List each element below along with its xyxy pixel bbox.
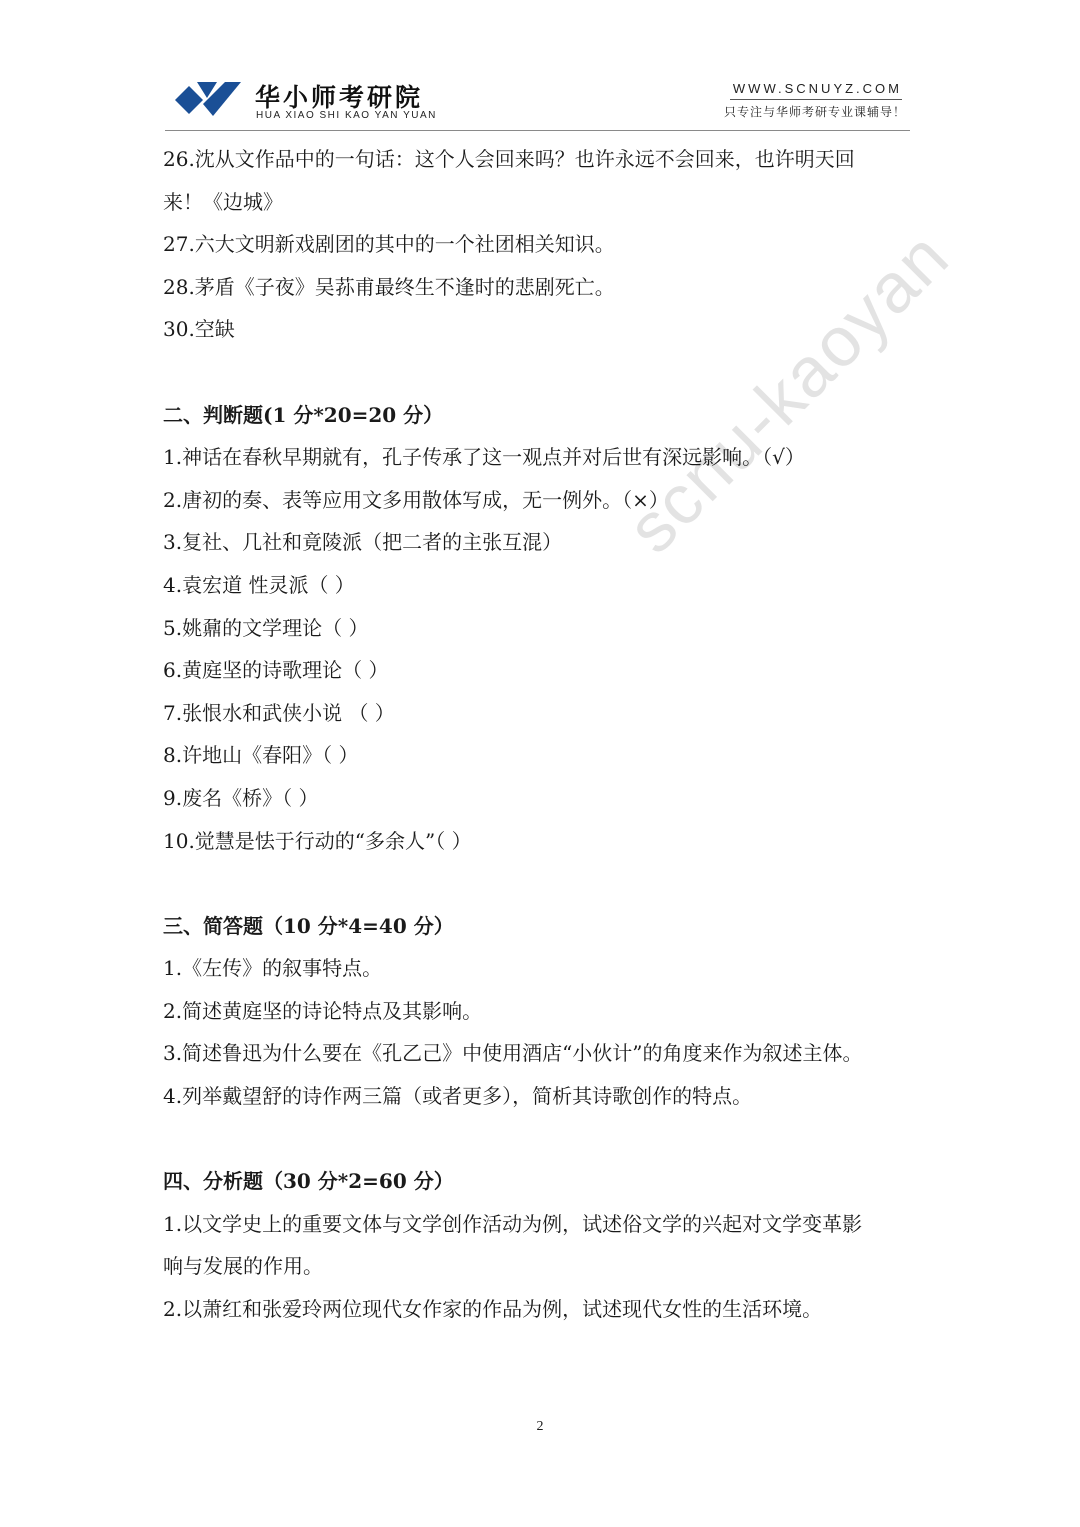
question-line: 4.列举戴望舒的诗作两三篇（或者更多），简析其诗歌创作的特点。 bbox=[163, 1084, 753, 1109]
question-line: 7.张恨水和武侠小说 （ ） bbox=[163, 700, 395, 725]
question-line: 28.茅盾《子夜》吴荪甫最终生不逢时的悲剧死亡。 bbox=[163, 274, 615, 299]
section-heading: 四、分析题（30 分*2=60 分） bbox=[163, 1169, 454, 1194]
question-line: 8.许地山《春阳》（ ） bbox=[163, 743, 359, 768]
question-line: 2.以萧红和张爱玲两位现代女作家的作品为例，试述现代女性的生活环境。 bbox=[163, 1297, 823, 1322]
spacer bbox=[163, 351, 923, 394]
question-line: 响与发展的作用。 bbox=[163, 1254, 323, 1279]
slogan: 只专注与华师考研专业课辅导！ bbox=[723, 105, 906, 119]
question-line: 9.废名《桥》（ ） bbox=[163, 785, 319, 810]
question-line: 来！《边城》 bbox=[163, 189, 283, 214]
question-line: 3.简述鲁迅为什么要在《孔乙己》中使用酒店“小伙计”的角度来作为叙述主体。 bbox=[163, 1041, 863, 1066]
question-line: 1.以文学史上的重要文体与文学创作活动为例，试述俗文学的兴起对文学变革影 bbox=[163, 1211, 863, 1236]
page-number: 2 bbox=[536, 1419, 544, 1434]
site-url[interactable]: WWW.SCNUYZ.COM bbox=[732, 81, 902, 96]
header-divider bbox=[165, 130, 910, 131]
question-line: 1.《左传》的叙事特点。 bbox=[163, 956, 383, 981]
question-line: 30.空缺 bbox=[163, 317, 235, 342]
brand-pinyin: HUA XIAO SHI KAO YAN YUAN bbox=[256, 110, 437, 121]
brand-name: 华小师考研院 bbox=[255, 83, 424, 112]
spacer bbox=[163, 1118, 923, 1161]
question-line: 5.姚鼐的文学理论（ ） bbox=[163, 615, 369, 640]
question-line: 4.袁宏道 性灵派（ ） bbox=[163, 572, 355, 597]
question-line: 26.沈从文作品中的一句话：这个人会回来吗？也许永远不会回来，也许明天回 bbox=[163, 147, 855, 171]
question-line: 1.神话在春秋早期就有，孔子传承了这一观点并对后世有深远影响。（√） bbox=[163, 445, 805, 470]
question-line: 10.觉慧是怯于行动的“多余人”（ ） bbox=[163, 828, 472, 853]
question-line: 6.黄庭坚的诗歌理论（ ） bbox=[163, 658, 389, 683]
question-line: 3.复社、几社和竟陵派（把二者的主张互混） bbox=[163, 530, 563, 555]
spacer bbox=[163, 862, 923, 905]
section-heading: 二、判断题(1 分*20=20 分） bbox=[163, 402, 444, 427]
question-line: 2.唐初的奏、表等应用文多用散体写成，无一例外。（×） bbox=[163, 487, 669, 512]
question-line: 27.六大文明新戏剧团的其中的一个社团相关知识。 bbox=[163, 232, 615, 257]
section-heading: 三、简答题（10 分*4=40 分） bbox=[163, 913, 454, 938]
document-body bbox=[163, 138, 923, 1331]
url-underline bbox=[730, 99, 902, 100]
brand-logo-icon bbox=[173, 76, 243, 124]
watermark: scnu-kaoyan bbox=[612, 216, 964, 568]
page-header bbox=[165, 70, 910, 132]
question-line: 2.简述黄庭坚的诗论特点及其影响。 bbox=[163, 998, 483, 1023]
